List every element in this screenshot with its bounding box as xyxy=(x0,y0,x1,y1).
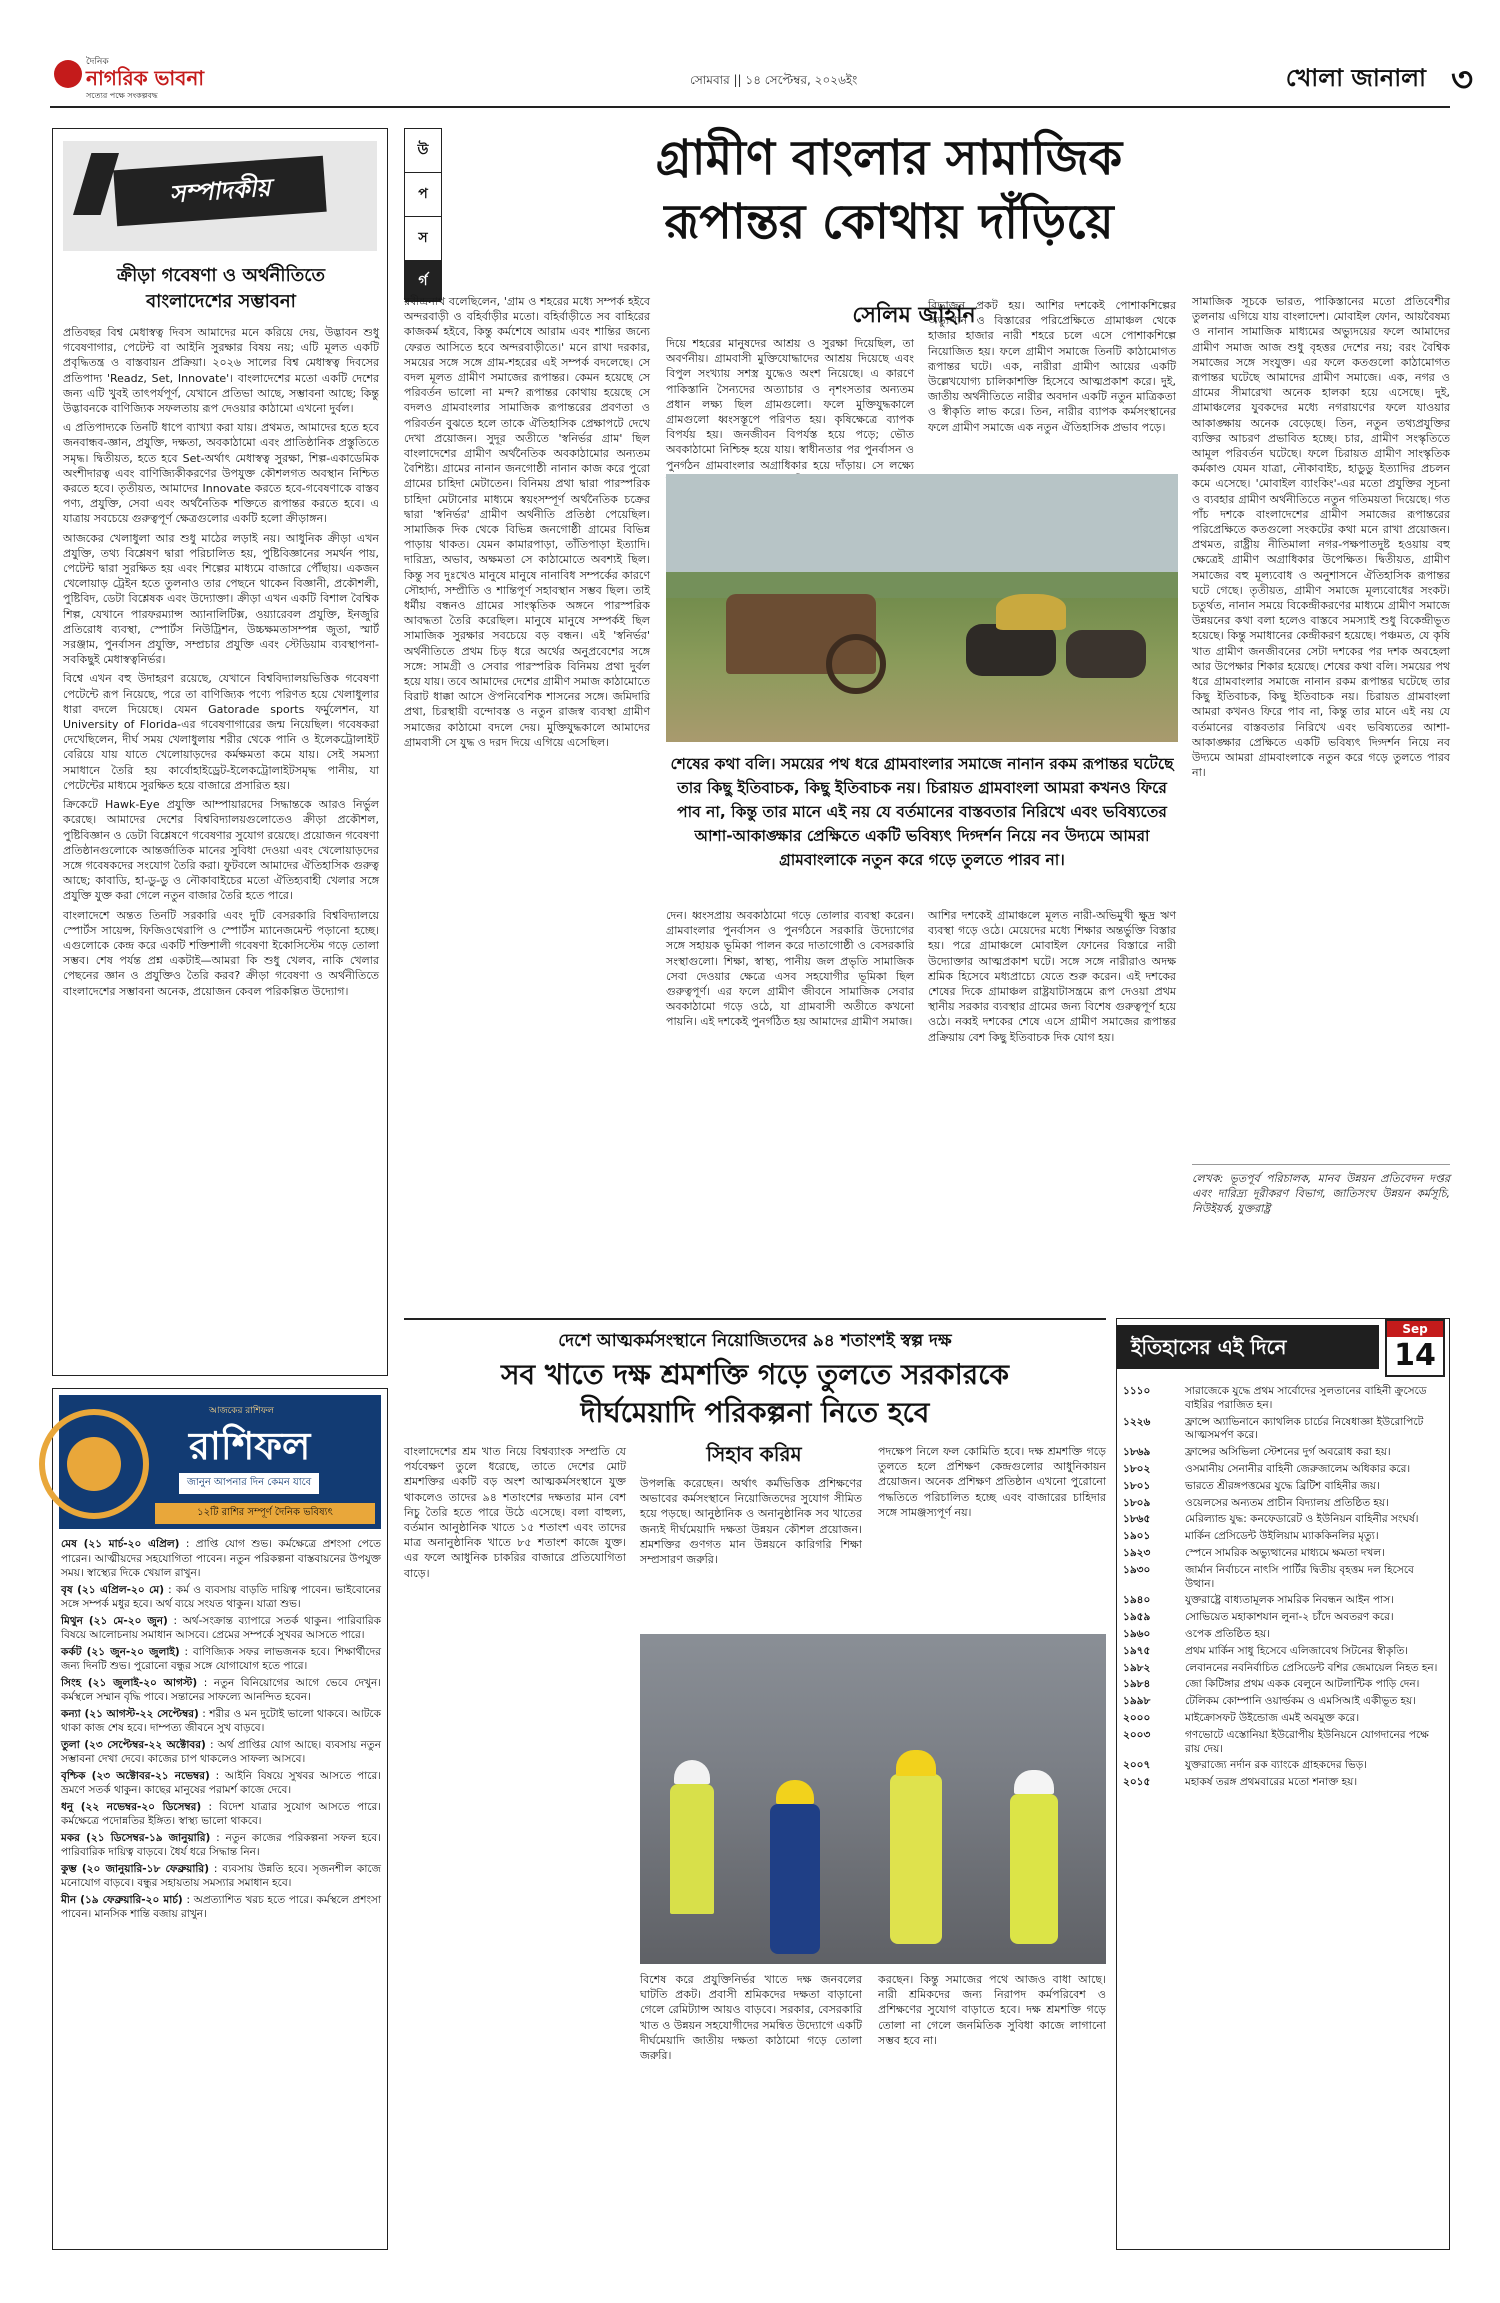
feature-pullquote: শেষের কথা বলি। সময়ের পথ ধরে গ্রামবাংলার সমাজে নানান রকম রূপান্তর ঘটেছে তার কিছু ইতিবাচক, কিছু ইতিবাচক নয়। চিরায়ত গ্রামবাংলা আমরা কখনও ফিরে পাব না, কিন্তু তার মানে এই নয় যে বর্তমানের বাস্তবতার নিরিখে এবং ভবিষ্যতের আশা-আকাঙ্ক্ষার প্রেক্ষিতে একটি ভবিষ্যৎ দিগ্দর্শন নিয়ে নব উদ্যমে আমরা গ্রামবাংলাকে নতুন করে গড়ে তুলতে পারব না। xyxy=(670,755,1174,869)
history-text: ফ্রান্সের অসিভিলা স্টেশনের দুর্গ অবরোধ করা হয়। xyxy=(1185,1446,1391,1459)
section-label: খোলা জানালা xyxy=(1285,64,1426,92)
history-year: ১৮০৯ xyxy=(1123,1496,1151,1509)
rashifal-item: সিংহ (২১ জুলাই-২০ আগস্ট) : নতুন বিনিয়োগের আগে ভেবে দেখুন। কর্মস্থলে সম্মান বৃদ্ধি পাবে। সন্তানের সাফল্যে আনন্দিত হবেন। xyxy=(61,1676,382,1703)
rashifal-small: আজকের রাশিফল xyxy=(209,1406,275,1416)
editorial-headline: ক্রীড়া গবেষণা ও অর্থনীতিতে বাংলাদেশের সম্ভাবনা xyxy=(117,265,325,312)
history-year: ২০১৫ xyxy=(1123,1776,1151,1789)
feature-col-2-bottom: দেন। ধ্বংসপ্রায় অবকাঠামো গড়ে তোলার ব্যবস্থা করেন। গ্রামবাংলার পুনর্বাসন ও পুনর্গঠনে সরকারি উদ্যোগের সঙ্গে সহায়ক ভূমিকা পালন করে দাতাগোষ্ঠী ও বেসরকারি সংস্থাগুলো। শিক্ষা, স্বাস্থ্য, পানীয় জল প্রভৃতি সামাজিক সেবা দেওয়ার ক্ষেত্রে এসব সহযোগীর ভূমিকা ছিল গুরুত্বপূর্ণ। এর ফলে গ্রামীণ জীবনে সামাজিক সেবার অবকাঠামো গড়ে ওঠে, যা গ্রামবাসী অতীতে কখনো পায়নি। এই দশকেই পুনর্গঠিত হয় আমাদের গ্রামীণ সমাজ। xyxy=(666,909,914,1029)
rashifal-text: কর্ম ও ব্যবসায় বাড়তি দায়িত্ব পাবেন। ভাইবোনের সঙ্গে সম্পর্ক মধুর হবে। অর্থ ব্যয়ে সংযত থাকুন। যাত্রা শুভ। xyxy=(61,1583,382,1610)
rashifal-text: আইনি বিষয়ে সুখবর আসতে পারে। ভ্রমণে সতর্ক থাকুন। কাছের মানুষের পরামর্শ কাজে দেবে। xyxy=(61,1769,381,1796)
labor-col-3: পদক্ষেপ নিলে ফল কোমিতি হবে। দক্ষ শ্রমশক্তি গড়ে তুলতে হলে প্রশিক্ষণ কেন্দ্রগুলোর আধুনিকায়ন প্রয়োজন। অনেক প্রশিক্ষণ প্রতিষ্ঠান এখনো পুরোনো পদ্ধতিতে পরিচালিত হচ্ছে এবং বাজারের চাহিদার সঙ্গে সামঞ্জস্যপূর্ণ নয়। xyxy=(878,1445,1106,1519)
history-year: ১৯৬০ xyxy=(1123,1627,1151,1640)
hardhat-icon xyxy=(1014,1770,1054,1794)
rashifal-item: কুম্ভ (২০ জানুয়ারি-১৮ ফেব্রুয়ারি) : ব্যবসায় উন্নতি হবে। সৃজনশীল কাজে মনোযোগ বাড়বে। বন্ধুর সহায়তায় সমস্যার সমাধান হবে। xyxy=(61,1862,382,1889)
labor-col-1: বাংলাদেশের শ্রম খাত নিয়ে বিশ্বব্যাংক সম্প্রতি যে পর্যবেক্ষণ তুলে ধরেছে, তাতে দেশের মোট শ্রমশক্তির একটি বড় অংশ আত্মকর্মসংস্থানে যুক্ত থাকলেও তাদের ৯৪ শতাংশের দক্ষতার মান বেশ নিচু তৈরি হতে পারে উঠে এসেছে। বলা বাহুল্য, বর্তমান আনুষ্ঠানিক খাতে ১৫ শতাংশ এবং তাদের মাত্র অনানুষ্ঠানিক খাতে ৮৫ শতাংশ কাজে যুক্ত। এর ফলে আধুনিক চাকরির বাজারে প্রতিযোগিতা বাড়ে। xyxy=(404,1445,626,1580)
logo-main: নাগরিক ভাবনা xyxy=(86,66,205,90)
history-text: মার্কিন প্রেসিডেন্ট উইলিয়াম ম্যাককিনলির মৃত্যু। xyxy=(1185,1530,1379,1543)
editorial-body xyxy=(63,325,379,1369)
feature-col-3-top: বিভাজন প্রকট হয়। আশির দশকেই পোশাকশিল্পের অভ্যুত্থান ও বিস্তারের পরিপ্রেক্ষিতে গ্রামাঞ্চল থেকে হাজার হাজার নারী শহরে চলে এসে পোশাকশিল্পে নিয়োজিত হয়। ফলে গ্রামীণ সমাজে তিনটি কাঠামোগত রূপান্তর ঘটে। এক, নারীরা গ্রামীণ আয়ের একটি উল্লেখযোগ্য চালিকাশক্তি হিসেবে আত্মপ্রকাশ করে। দুই, জাতীয় অর্থনীতিতে নারীর অবদান একটি নতুন মাত্রিকতা ও স্বীকৃতি লাভ করে। তিন, নারীর ব্যাপক কর্মসংস্থানের ফলে গ্রামীণ সমাজে এক নতুন ঐতিহাসিক প্রভাব পড়ে। xyxy=(928,299,1176,434)
history-text: মহাকর্ষ তরঙ্গ প্রথমবারের মতো শনাক্ত হয়। xyxy=(1185,1776,1358,1789)
ox-icon xyxy=(966,624,1056,676)
history-item xyxy=(1117,1662,1447,1676)
feature-article xyxy=(404,124,1450,1306)
rashifal-item: মেষ (২১ মার্চ-২০ এপ্রিল) : প্রাপ্তি যোগ শুভ। কর্মক্ষেত্রে প্রশংসা পেতে পারেন। আত্মীয়দের সহযোগিতা পাবেন। নতুন পরিকল্পনা বাস্তবায়নের উপযুক্ত সময়। স্বাস্থ্যের দিকে খেয়াল রাখুন। xyxy=(61,1538,381,1579)
rashifal-sign: মিথুন (২১ মে-২০ জুন) xyxy=(61,1614,168,1627)
editorial-paragraph: ক্রিকেটে Hawk-Eye প্রযুক্তি আম্পায়ারদের সিদ্ধান্তকে আরও নির্ভুল করেছে। আমাদের দেশের বিশ্ববিদ্যালয়গুলোতেও ক্রীড়া প্রকৌশল, পুষ্টিবিজ্ঞান ও ডেটা বিশ্লেষণে গবেষণার সুযোগ রয়েছে। প্রয়োজন গবেষণা প্রতিষ্ঠানগুলোকে আন্তর্জাতিক মানের সুবিধা দেওয়া এবং খেলোয়াড়দের সঙ্গে গবেষকদের সংযোগ তৈরি করা। ফুটবলে আমাদের ঐতিহাসিক গুরুত্ব আছে; কাবাডি, হা-ডু-ডু ও নৌকাবাইচের মতো ঐতিহ্যবাহী খেলার সঙ্গে প্রযুক্তি যুক্ত করা গেলে নতুন বাজার তৈরি হতে পারে। xyxy=(63,798,379,903)
calendar-icon: Sep 14 xyxy=(1385,1319,1445,1377)
feature-col-3-bottom: আশির দশকেই গ্রামাঞ্চলে মূলত নারী-অভিমুখী ক্ষুদ্র ঋণ ব্যবস্থা গড়ে ওঠে। মেয়েদের মধ্যে শিক্ষার অন্তর্ভুক্তি বিস্তার হয়। পরে গ্রামাঞ্চলে মোবাইল ফোনের বিস্তারে নারী উদ্যোক্তার আত্মপ্রকাশ ঘটে। সঙ্গে সঙ্গে নারীরাও অদক্ষ শ্রমিক হিসেবে মধ্যপ্রাচ্যে যেতে শুরু করেন। এই দশকের শেষের দিকে গ্রামাঞ্চল রাষ্ট্রযাটাসন্ত্রমে রূপ দেওয়া প্রথম স্থানীয় সরকার ব্যবস্থার গ্রামের জন্য বিশেষ গুরুত্বপূর্ণ হয়ে ওঠে। নব্বই দশকের শেষে এসে গ্রামীণ সমাজের রূপান্তর প্রক্রিয়ায় বেশ কিছু ইতিবাচক দিক যোগ হয়। xyxy=(928,909,1176,1044)
hardhat-icon xyxy=(896,1750,936,1776)
logo xyxy=(54,54,204,104)
history-text: সোভিয়েত মহাকাশযান লুনা-২ চাঁদে অবতরণ করে। xyxy=(1185,1611,1394,1624)
workers-photo xyxy=(640,1634,1106,1964)
history-year: ১৯৭৫ xyxy=(1123,1644,1151,1657)
masthead xyxy=(50,50,1474,108)
feature-headline: গ্রামীণ বাংলার সামাজিক রূপান্তর কোথায় দাঁড়িয়ে xyxy=(655,130,1123,250)
rashifal-banner xyxy=(59,1395,381,1529)
history-year: ২০০৭ xyxy=(1123,1759,1151,1772)
history-item xyxy=(1117,1497,1447,1511)
history-item xyxy=(1117,1776,1447,1790)
rashifal-sign: কন্যা (২১ আগস্ট-২২ সেপ্টেম্বর) xyxy=(61,1707,199,1720)
rashifal-sign: বৃশ্চিক (২৩ অক্টোবর-২১ নভেম্বর) xyxy=(61,1769,210,1782)
editorial-paragraph: বাংলাদেশে অন্তত তিনটি সরকারি এবং দুটি বেসরকারি বিশ্ববিদ্যালয়ে স্পোর্টস সায়েন্স, ফিজিওথেরাপি ও স্পোর্টস ম্যানেজমেন্ট পড়ানো হচ্ছে। এগুলোকে কেন্দ্র করে একটি শক্তিশালী গবেষণা ইকোসিস্টেম গড়ে তোলা সম্ভব। শেষ পর্যন্ত প্রশ্ন একটাই—আমরা কি শুধু খেলব, নাকি খেলার পেছনের জ্ঞান ও প্রযুক্তিও তৈরি করব? ক্রীড়া গবেষণা ও অর্থনীতিতে বাংলাদেশের সম্ভাবনা অনেক, প্রয়োজন কেবল পরিকল্পিত উদ্যোগ। xyxy=(63,908,379,998)
rashifal-list xyxy=(61,1537,381,2243)
history-item xyxy=(1117,1678,1447,1692)
history-text: প্রথম মার্কিন সাধু হিসেবে এলিজাবেথ সিটনের স্বীকৃতি। xyxy=(1185,1644,1409,1657)
history-item xyxy=(1117,1463,1447,1477)
rashifal-subtitle: জানুন আপনার দিন কেমন যাবে xyxy=(179,1473,319,1494)
rashifal-sign: বৃষ (২১ এপ্রিল-২০ মে) xyxy=(61,1583,165,1596)
rashifal-text: অপ্রত্যাশিত খরচ হতে পারে। কর্মস্থলে প্রশংসা পাবেন। মানসিক শান্তি বজায় রাখুন। xyxy=(61,1893,382,1920)
history-text: ওসমানীয় সেনানীর বাহিনী জেরুজালেম অধিকার করে। xyxy=(1185,1462,1411,1475)
feature-byline: সেলিম জাহান xyxy=(852,303,976,328)
history-item xyxy=(1117,1530,1447,1544)
feature-col-4: সামাজিক সূচকে ভারত, পাকিস্তানের মতো প্রতিবেশীর তুলনায় এগিয়ে যায় বাংলাদেশ। মোবাইল ফোন, আয়বৈষম্য ও নানান সামাজিক মাধ্যমের অভ্যুদয়ের ফলে আমাদের গ্রামীণ সমাজ আজ শুধু বৃহত্তর দেশের নয়; বরং বৈশ্বিক সমাজের সঙ্গে সংযুক্ত। এর ফলে কতগুলো কাঠামোগত রূপান্তর ঘটেছে আমাদের গ্রামীণ সমাজে। এক, নগর ও গ্রামের সীমারেখা অনেক হালকা হয়ে এসেছে। দুই, গ্রামাঞ্চলের যুবকদের মধ্যে নগরায়ণের ফলে যাওয়ার আকাঙ্ক্ষায় অনেক বেড়েছে। তিন, নতুন তথ্যপ্রযুক্তির ব্যক্তির আচরণ প্রভাবিত হচ্ছে। চার, গ্রামীণ সংস্কৃতিতে আমূল পরিবর্তন ঘটেছে। ফলে চিরায়ত গ্রামীণ সাংস্কৃতিক কর্মকাণ্ড যেমন যাত্রা, নৌকাবাইচ, হাডুডু ইত্যাদির প্রচলন কমে এসেছে। 'মোবাইল ব্যাংকিং'-এর মতো প্রযুক্তির সূচনা ও ব্যবহার গ্রামীণ অর্থনীতিতে নতুন গতিময়তা দিয়েছে। গত পাঁচ দশকে বাংলাদেশের গ্রামীণ সমাজের রূপান্তরের পরিপ্রেক্ষিতে কতগুলো সংকটের কথা মনে রাখা প্রয়োজন। প্রথমত, রাষ্ট্রীয় নীতিমালা নগর-পক্ষপাতদুষ্ট হওয়ায় বহু ক্ষেত্রেই গ্রামীণ অগ্রাধিকার উপেক্ষিত। দ্বিতীয়ত, গ্রামীণ সমাজের বহু মূল্যবোধ ও অনুশাসনে ঐতিহাসিক রূপান্তর ঘটে গেছে। তৃতীয়ত, গ্রামীণ সমাজে মূল্যবোধের সংকট। চতুর্থত, নানান সময়ে বিকেন্দ্রীকরণের মাধ্যমে গ্রামীণ সমাজে উন্নয়নের কথা বলা হলেও বাস্তবে সমস্যাই শুধু বিকেন্দ্রীভূত হয়েছে। কিন্তু সমাধানের কেন্দ্রীকরণ হয়েছে। পঞ্চমত, যে কৃষি খাত গ্রামীণ জনজীবনের সেটা দশকের পর দশক অবহেলা আর উপেক্ষার শিকার হয়েছে। শেষের কথা বলি। সময়ের পথ ধরে গ্রামবাংলার সমাজে নানান রকম রূপান্তর ঘটেছে তার কিছু ইতিবাচক, কিছু ইতিবাচক নয়। চিরায়ত গ্রামবাংলা আমরা কখনও ফিরে পাব না, কিন্তু তার মানে এই নয় যে বর্তমানের বাস্তবতার নিরিখে এবং ভবিষ্যতের আশা-আকাঙ্ক্ষার প্রেক্ষিতে একটি ভবিষ্যৎ দিগ্দর্শন নিয়ে নব উদ্যমে আমরা গ্রামবাংলাকে নতুন করে গড়ে তুলতে পারব না। xyxy=(1192,295,1450,780)
worker-figure xyxy=(1010,1794,1058,1944)
history-year: ১৮৬৫ xyxy=(1123,1513,1151,1526)
history-text: যুক্তরাজ্যে নর্দান রক ব্যাংকে গ্রাহকদের ভিড়। xyxy=(1185,1759,1368,1772)
hardhat-icon xyxy=(674,1760,710,1784)
history-item xyxy=(1117,1416,1447,1444)
history-item xyxy=(1117,1513,1447,1527)
history-text: ফ্রান্সে অ্যাভিনানে ক্যাথলিক চার্চের নিষেধাজ্ঞা ইউরোপিটে আত্মসমর্পণ করে। xyxy=(1185,1415,1424,1442)
rashifal-text: শরীর ও মন দুটোই ভালো থাকবে। আটকে থাকা কাজ শেষ হবে। দাম্পত্য জীবনে সুখ বাড়বে। xyxy=(61,1707,381,1734)
history-text: মাইক্রোসফট উইন্ডোজ এমই অবমুক্ত করে। xyxy=(1185,1711,1360,1724)
history-year: ১৯২৩ xyxy=(1123,1546,1151,1559)
history-text: যুক্তরাষ্ট্রে বাধ্যতামূলক সামরিক নিবন্ধন আইন পাস। xyxy=(1185,1594,1394,1607)
rashifal-box xyxy=(52,1388,388,2250)
rashifal-sign: কুম্ভ (২০ জানুয়ারি-১৮ ফেব্রুয়ারি) xyxy=(61,1862,209,1875)
rashifal-item: বৃশ্চিক (২৩ অক্টোবর-২১ নভেম্বর) : আইনি বিষয়ে সুখবর আসতে পারে। ভ্রমণে সতর্ক থাকুন। কাছের মানুষের পরামর্শ কাজে দেবে। xyxy=(61,1769,381,1796)
feature-col-2-top: দিয়ে শহরের মানুষদের আশ্রয় ও সুরক্ষা দিয়েছিল, তা অবর্ণনীয়। গ্রামবাসী মুক্তিযোদ্ধাদের আশ্রয় দিয়েছে এবং বিপুল সংখ্যায় সশস্ত্র যুদ্ধেও অংশ নিয়েছে। এ কারণে পাকিস্তানি সৈন্যদের অত্যাচার ও নৃশংসতার অন্যতম প্রধান লক্ষ্য ছিল গ্রামগুলো। ফলে মুক্তিযুদ্ধকালে গ্রামগুলো ধ্বংসস্তূপে পরিণত হয়। কৃষিক্ষেত্রে ব্যাপক বিপর্যয় হয়। জনজীবন বিপর্যস্ত হয়ে পড়ে; ভৌত অবকাঠামো নিশ্চিহ্ন হয়ে যায়। স্বাধীনতার পর পুনর্বাসন ও পুনর্গঠন গ্রামবাংলার অগ্রাধিকার হয়ে দাঁড়ায়। সে লক্ষ্যে xyxy=(666,337,914,472)
history-box xyxy=(1116,1318,1450,2250)
editorial-banner-title: সম্পাদকীয় xyxy=(113,156,326,227)
editorial-box xyxy=(52,128,388,1376)
history-text: টেলিকম কোম্পানি ওয়ার্ল্ডকম ও এমসিআই একীভূত হয়। xyxy=(1185,1695,1416,1708)
history-item xyxy=(1117,1446,1447,1460)
history-year: ১৯৫৯ xyxy=(1123,1611,1151,1624)
rashifal-item: ধনু (২২ নভেম্বর-২০ ডিসেম্বর) : বিদেশ যাত্রার সুযোগ আসতে পারে। কর্মক্ষেত্রে পদোন্নতির ইঙ্গিত। স্বাস্থ্য ভালো থাকবে। xyxy=(61,1800,381,1827)
history-text: গণভোটে এস্তোনিয়া ইউরোপীয় ইউনিয়নে যোগদানের পক্ষে রায় দেয়। xyxy=(1185,1728,1429,1755)
logo-ring-icon xyxy=(54,60,82,88)
rashifal-sign: তুলা (২৩ সেপ্টেম্বর-২২ অক্টোবর) xyxy=(61,1738,206,1751)
rashifal-strip: ১২টি রাশির সম্পূর্ণ দৈনিক ভবিষ্যৎ xyxy=(155,1503,375,1524)
history-text: লেবাননের নবনির্বাচিত প্রেসিডেন্ট বশির জেমায়েল নিহত হন। xyxy=(1185,1661,1438,1674)
history-text: জার্মান নির্বাচনে নাৎসি পার্টির দ্বিতীয় বৃহত্তম দল হিসেবে উত্থান। xyxy=(1185,1563,1414,1590)
rashifal-text: বিদেশ যাত্রার সুযোগ আসতে পারে। কর্মক্ষেত্রে পদোন্নতির ইঙ্গিত। স্বাস্থ্য ভালো থাকবে। xyxy=(61,1800,381,1827)
history-text: জো কিটিঙ্গার প্রথম একক বেলুনে আটলান্টিক পাড়ি দেন। xyxy=(1185,1678,1420,1691)
logo-small: দৈনিক xyxy=(86,57,109,67)
page-number: ৩ xyxy=(1450,60,1474,100)
rashifal-sign: কর্কট (২১ জুন-২০ জুলাই) xyxy=(61,1645,180,1658)
history-item xyxy=(1117,1385,1447,1413)
worker-figure xyxy=(770,1804,820,1954)
history-year: ১৮০১ xyxy=(1123,1479,1151,1492)
labor-col-5: করছেন। কিন্তু সমাজের পথে আজও বাধা আছে। নারী শ্রমিকদের জন্য নিরাপদ কর্মপরিবেশ ও প্রশিক্ষণের সুযোগ বাড়াতে হবে। দক্ষ শ্রমশক্তি গড়ে তোলা না গেলে জনমিতিক সুবিধা কাজে লাগানো সম্ভব হবে না। xyxy=(878,1973,1106,2047)
history-item xyxy=(1117,1628,1447,1642)
labor-byline: সিহাব করিম xyxy=(706,1442,802,1466)
history-year: ১২২৬ xyxy=(1123,1415,1151,1428)
history-item xyxy=(1117,1645,1447,1659)
editorial-paragraph: এ প্রতিপাদ্যকে তিনটি ধাপে ব্যাখ্যা করা যায়। প্রথমত, আমাদের হতে হবে জনবান্ধব-জ্ঞান, প্রযুক্তি, দক্ষতা, অবকাঠামো এবং প্রাতিষ্ঠানিক প্রস্তুতিতে সমৃদ্ধ। দ্বিতীয়ত, হতে হবে Set-অর্থাৎ মেধাস্বত্ব সুরক্ষা, শিল্প-একাডেমিক অংশীদারত্ব এবং বাণিজ্যিকীকরণের উপযুক্ত কৌশলগত অবস্থান নিশ্চিত করতে হবে। তৃতীয়ত, আমাদের Innovate করতে হবে-গবেষণাকে বাস্তব পণ্য, প্রযুক্তি, সেবা এবং অর্থনৈতিক শক্তিতে রূপান্তর করতে হবে। এ যাত্রায় সবচেয়ে গুরুত্বপূর্ণ ক্ষেত্রগুলোর একটি হলো ক্রীড়াঙ্গন। xyxy=(63,421,379,526)
labor-col-4: বিশেষ করে প্রযুক্তিনির্ভর খাতে দক্ষ জনবলের ঘাটতি প্রকট। প্রবাসী শ্রমিকদের দক্ষতা বাড়ানো গেলে রেমিট্যান্স আয়ও বাড়বে। সরকার, বেসরকারি খাত ও উন্নয়ন সহযোগীদের সমন্বিত উদ্যোগে একটি দীর্ঘমেয়াদি জাতীয় দক্ষতা কাঠামো গড়ে তোলা জরুরি। xyxy=(640,1973,862,2063)
history-year: ২০০০ xyxy=(1123,1711,1151,1724)
history-year: ১৯৯৮ xyxy=(1123,1695,1151,1708)
rashifal-text: ব্যবসায় উন্নতি হবে। সৃজনশীল কাজে মনোযোগ বাড়বে। বন্ধুর সহায়তায় সমস্যার সমাধান হবে। xyxy=(61,1862,382,1889)
history-text: ভারতে শ্রীরঙ্গপত্তমের যুদ্ধে ব্রিটিশ বাহিনীর জয়। xyxy=(1185,1479,1380,1492)
rashifal-item: কন্যা (২১ আগস্ট-২২ সেপ্টেম্বর) : শরীর ও মন দুটোই ভালো থাকবে। আটকে থাকা কাজ শেষ হবে। দাম্পত্য জীবনে সুখ বাড়বে। xyxy=(61,1707,381,1734)
history-year: ১৮০২ xyxy=(1123,1462,1151,1475)
history-item xyxy=(1117,1712,1447,1726)
hardhat-icon xyxy=(776,1780,814,1804)
history-year: ১৯০১ xyxy=(1123,1530,1151,1543)
labor-col-2: উপলব্ধি করেছেন। অর্থাৎ কর্মভিত্তিক প্রশিক্ষণের অভাবের কর্মসংস্থানে নিয়োজিতদের সুযোগ সীমিত হয়ে পড়ছে। আনুষ্ঠানিক ও অনানুষ্ঠানিক সব খাতের জন্যই দীর্ঘমেয়াদি দক্ষতা উন্নয়ন কৌশল প্রয়োজন। শ্রমশক্তির গুণগত মান উন্নয়নে কারিগরি শিক্ষা সম্প্রসারণ জরুরি। xyxy=(640,1477,862,1567)
rashifal-sign: সিংহ (২১ জুলাই-২০ আগস্ট) xyxy=(61,1676,198,1689)
history-year: ১১১০ xyxy=(1123,1385,1151,1397)
zodiac-wheel-inner xyxy=(67,1437,121,1491)
rashifal-text: অর্থ-সংক্রান্ত ব্যাপারে সতর্ক থাকুন। পারিবারিক বিষয়ে আলোচনায় সমাধান আসবে। প্রেমের সম্পর্কে সুখবর আসতে পারে। xyxy=(61,1614,381,1641)
rashifal-item: বৃষ (২১ এপ্রিল-২০ মে) : কর্ম ও ব্যবসায় বাড়তি দায়িত্ব পাবেন। ভাইবোনের সঙ্গে সম্পর্ক মধুর হবে। অর্থ ব্যয়ে সংযত থাকুন। যাত্রা শুভ। xyxy=(61,1583,382,1610)
history-list xyxy=(1117,1385,1447,2245)
worker-figure xyxy=(890,1774,942,1944)
history-text: স্পেনে সামরিক অভ্যুত্থানের মাধ্যমে ক্ষমতা দখল। xyxy=(1185,1546,1385,1559)
rashifal-sign: মকর (২১ ডিসেম্বর-১৯ জানুয়ারি) xyxy=(61,1831,211,1844)
rashifal-item: কর্কট (২১ জুন-২০ জুলাই) : বাণিজ্যিক সফর লাভজনক হবে। শিক্ষার্থীদের জন্য দিনটি শুভ। পুরোনো বন্ধুর সঙ্গে যোগাযোগ হতে পারে। xyxy=(61,1645,381,1672)
feature-col-1: রবীন্দ্রনাথ বলেছিলেন, 'গ্রাম ও শহরের মধ্যে সম্পর্ক হইবে অন্দরবাড়ী ও বহির্বাড়ীর মতো। বহির্বাড়ীতে সব বাহিরের কাজকর্ম হইবে, কিন্তু কর্মশেষে আরাম এবং শান্তির জন্যে ফেরত আসিতে হবে অন্দরবাড়ীতে।' মনে রাখা দরকার, সময়ের সঙ্গে সঙ্গে গ্রাম-শহরের এই সম্পর্ক বদলেছে। সে বদল মূলত গ্রামীণ সমাজের রূপান্তর। কেমন হয়েছে সে পরিবর্তন ভালো না মন্দ? রূপান্তর কোথায় হয়েছে সে বদলও গ্রামবাংলার সামাজিক রূপান্তরের প্রবণতা ও পরিবর্তন বুঝতে হলে তাকে ঐতিহাসিক প্রেক্ষাপটে দেখে দেখা প্রয়োজন। সুদূর অতীতে 'স্বনির্ভর গ্রাম' ছিল বাংলাদেশের গ্রামীণ অর্থনৈতিক অবকাঠামোর অন্যতম বৈশিষ্ট্য। গ্রামের নানান জনগোষ্ঠী নানান কাজ করে পুরো গ্রামের চাহিদা মেটাতেন। বিনিময় প্রথা দ্বারা পারস্পরিক চাহিদা মেটানোর মাধ্যমে স্বয়ংসম্পূর্ণ অর্থনৈতিক চক্রের দ্বারা 'স্বনির্ভর' গ্রামীণ অর্থনীতি প্রতিষ্ঠা পেয়েছিল। সামাজিক দিক থেকে বিভিন্ন জনগোষ্ঠী গ্রামের বিভিন্ন পাড়ায় থাকত। যেমন কামারপাড়া, তাঁতিপাড়া ইত্যাদি। দারিদ্র্য, অভাব, অক্ষমতা সে কাঠামোতে অবশ্যই ছিল। কিন্তু সব দুঃখেও মানুষে মানুষে নানাবিধ সম্পর্কের কারণে সৌহার্দ্য, সম্প্রীতি ও শান্তিপূর্ণ সহাবস্থান সম্ভব ছিল। তাই ধর্মীয় বন্ধনও গ্রামের সাংস্কৃতিক অঙ্গনে পারস্পরিক আবদ্ধতা তৈরি করেছিল। মানুষে মানুষে সম্পর্কই ছিল সামাজিক সুরক্ষার সবচেয়ে বড় বন্ধন। এই 'স্বনির্ভর' অর্থনীতিতে প্রথম চিড় ধরে অর্থের অনুপ্রবেশের সঙ্গে সঙ্গে: সামগ্রী ও সেবার পারস্পরিক বিনিময় প্রথা দুর্বল হয়ে যায়। তবে আমাদের দেশের গ্রামীণ সমাজ কাঠামোতে বিরাট ধাক্কা আসে ঔপনিবেশিক শাসনের সঙ্গে। জমিদারি প্রথা, চিরস্থায়ী বন্দোবস্ত ও নতুন রাজস্ব ব্যবস্থা গ্রামীণ সমাজের কাঠামো বদলে দেয়। মুক্তিযুদ্ধকালে আমাদের গ্রামবাসী সে যুদ্ধ ও দরদ দিয়ে এগিয়ে এসেছিল। xyxy=(404,295,650,749)
history-text: ওয়েলসের অন্যতম প্রাচীন বিদ্যালয় প্রতিষ্ঠিত হয়। xyxy=(1185,1496,1389,1509)
labor-headline: সব খাতে দক্ষ শ্রমশক্তি গড়ে তুলতে সরকারকে দীর্ঘমেয়াদি পরিকল্পনা নিতে হবে xyxy=(501,1358,1009,1429)
cart-wheel-icon xyxy=(826,634,886,694)
history-item xyxy=(1117,1611,1447,1625)
history-item xyxy=(1117,1564,1447,1592)
editorial-paragraph: আজকের খেলাধুলা আর শুধু মাঠের লড়াই নয়। আধুনিক ক্রীড়া এখন প্রযুক্তি, তথ্য বিশ্লেষণ দ্বারা পরিচালিত হয়, পুষ্টিবিজ্ঞানের সমর্থন পায়, পেটেন্ট দ্বারা সুরক্ষিত হয় এবং শিল্পের মাধ্যমে বাজারে পৌঁছায়। একজন খেলোয়াড় ট্রেইন হতে তুলনাও তার পেছনে থাকেন বিজ্ঞানী, প্রকৌশলী, পুষ্টিবিদ, ডেটা বিশ্লেষক এবং উদ্যোক্তা। ক্রীড়া এখন একটি বিশাল বৈশ্বিক শিল্প, যেখানে পারফরম্যান্স অ্যানালিটিক্স, ওয়্যারেবল প্রযুক্তি, ইনজুরি প্রতিরোধ ব্যবস্থা, স্পোর্টস নিউট্রিশন, উচ্চক্ষমতাসম্পন্ন জুতা, স্মার্ট সরঞ্জাম, পুনর্বাসন প্রযুক্তি, সম্প্রচার প্রযুক্তি এবং স্টেডিয়াম ব্যবস্থাপনা-সবকিছুই মেধাস্বত্বনির্ভর। xyxy=(63,531,379,667)
history-text: ওপেক প্রতিষ্ঠিত হয়। xyxy=(1185,1627,1270,1640)
rashifal-text: নতুন বিনিয়োগের আগে ভেবে দেখুন। কর্মস্থলে সম্মান বৃদ্ধি পাবে। সন্তানের সাফল্যে আনন্দিত হবেন। xyxy=(61,1676,382,1703)
labor-kicker: দেশে আত্মকর্মসংস্থানে নিয়োজিতদের ৯৪ শতাংশই স্বল্প দক্ষ xyxy=(558,1331,952,1351)
rashifal-text: নতুন কাজের পরিকল্পনা সফল হবে। পারিবারিক দায়িত্ব বাড়বে। ধৈর্য ধরে সিদ্ধান্ত নিন। xyxy=(61,1831,382,1858)
history-year: ১৯৪০ xyxy=(1123,1594,1151,1607)
logo-tagline: সত্যের পক্ষে সংকল্পবদ্ধ xyxy=(86,91,158,100)
history-header: ইতিহাসের এই দিনে xyxy=(1117,1325,1379,1369)
history-item xyxy=(1117,1729,1447,1757)
editorial-paragraph: প্রতিবছর বিশ্ব মেধাস্বত্ব দিবস আমাদের মনে করিয়ে দেয়, উদ্ভাবন শুধু গবেষণাগার, পেটেন্ট বা আইনি সুরক্ষার বিষয় নয়; এটি মূলত একটি প্রবৃদ্ধিতন্ত্র ও বাস্তবায়ন প্রক্রিয়া। ২০২৬ সালের বিশ্ব মেধাস্বত্ব দিবসের প্রতিপাদ্য 'Readz, Set, Innovate'। বাংলাদেশের মতো একটি দেশের জন্য এটি খুবই তাৎপর্যপূর্ণ, যেখানে প্রতিভা আছে, সম্ভাবনা আছে; কিন্তু উদ্ভাবনকে বাণিজ্যিক সফলতায় রূপ দেওয়ার কাঠামো এখনো দুর্বল। xyxy=(63,326,379,416)
page-date: সোমবার || ১৪ সেপ্টেম্বর, ২০২৬ইং xyxy=(690,73,858,87)
labor-article xyxy=(404,1318,1106,2250)
history-year: ১৯৮২ xyxy=(1123,1661,1151,1674)
history-text: সারাজেকে যুদ্ধে প্রথম সার্বোদের সুলতানের বাহিনী ক্রুসেডে বাইরির পরাজিত হন। xyxy=(1185,1385,1427,1411)
history-item xyxy=(1117,1594,1447,1608)
worker-figure xyxy=(670,1784,714,1914)
editorial-paragraph: বিশ্বে এখন বহু উদাহরণ রয়েছে, যেখানে বিশ্ববিদ্যালয়ভিত্তিক গবেষণা পেটেন্টে রূপ নিয়েছে, পরে তা বাণিজ্যিক পণ্যে পরিণত হয়ে খেলাধুলার ধারা বদলে দিয়েছে। যেমন Gatorade sports ফর্মুলেশন, যা University of Florida-এর গবেষণাগারের জন্ম নিয়েছিল। গবেষকরা দেখেছিলেন, দীর্ঘ সময় খেলাধুলায় শরীর থেকে পানি ও ইলেকট্রোলাইট বেরিয়ে যায় যাতে খেলোয়াড়দের কর্মক্ষমতা কমে যায়। সেই সমস্যা সমাধানে তৈরি হয় কার্বোহাইড্রেট-ইলেকট্রোলাইটসমৃদ্ধ পানীয়, যা পেটেন্টের মাধ্যমে সুরক্ষিত হয়ে বাজারে প্রসারিত হয়। xyxy=(63,672,379,792)
rashifal-sign: ধনু (২২ নভেম্বর-২০ ডিসেম্বর) xyxy=(61,1800,202,1813)
harvest-bundle-icon xyxy=(996,594,1066,630)
rashifal-text: বাণিজ্যিক সফর লাভজনক হবে। শিক্ষার্থীদের জন্য দিনটি শুভ। পুরোনো বন্ধুর সঙ্গে যোগাযোগ হতে পারে। xyxy=(61,1645,381,1672)
rashifal-text: অর্থ প্রাপ্তির যোগ আছে। ব্যবসায় নতুন সম্ভাবনা দেখা দেবে। কাজের চাপ থাকলেও সাফল্য আসবে। xyxy=(61,1738,381,1765)
rashifal-item: মীন (১৯ ফেব্রুয়ারি-২০ মার্চ) : অপ্রত্যাশিত খরচ হতে পারে। কর্মস্থলে প্রশংসা পাবেন। মানসিক শান্তি বজায় রাখুন। xyxy=(61,1893,382,1920)
history-year: ১৯৮৪ xyxy=(1123,1678,1151,1691)
rashifal-text: প্রাপ্তি যোগ শুভ। কর্মক্ষেত্রে প্রশংসা পেতে পারেন। আত্মীয়দের সহযোগিতা পাবেন। নতুন পরিকল্পনা বাস্তবায়নের উপযুক্ত সময়। স্বাস্থ্যের দিকে খেয়াল রাখুন। xyxy=(61,1538,381,1579)
village-harvest-photo xyxy=(666,474,1178,742)
rashifal-item: মকর (২১ ডিসেম্বর-১৯ জানুয়ারি) : নতুন কাজের পরিকল্পনা সফল হবে। পারিবারিক দায়িত্ব বাড়বে। ধৈর্য ধরে সিদ্ধান্ত নিন। xyxy=(61,1831,382,1858)
ox-icon xyxy=(1066,630,1146,678)
history-year: ১৮৬৯ xyxy=(1123,1446,1151,1459)
history-item xyxy=(1117,1547,1447,1561)
rashifal-item: তুলা (২৩ সেপ্টেম্বর-২২ অক্টোবর) : অর্থ প্রাপ্তির যোগ আছে। ব্যবসায় নতুন সম্ভাবনা দেখা দেবে। কাজের চাপ থাকলেও সাফল্য আসবে। xyxy=(61,1738,381,1765)
rashifal-title: রাশিফল xyxy=(189,1424,311,1468)
rashifal-item: মিথুন (২১ মে-২০ জুন) : অর্থ-সংক্রান্ত ব্যাপারে সতর্ক থাকুন। পারিবারিক বিষয়ে আলোচনায় সমাধান আসবে। প্রেমের সম্পর্কে সুখবর আসতে পারে। xyxy=(61,1614,381,1641)
feature-kicker: উ প স র্গ xyxy=(404,128,442,300)
history-item xyxy=(1117,1695,1447,1709)
history-item xyxy=(1117,1480,1447,1494)
history-item xyxy=(1117,1759,1447,1773)
rashifal-sign: মীন (১৯ ফেব্রুয়ারি-২০ মার্চ) xyxy=(61,1893,183,1906)
history-year: ১৯৩০ xyxy=(1123,1563,1151,1576)
feature-author-note: লেখক: ভূতপূর্ব পরিচালক, মানব উন্নয়ন প্রতিবেদন দপ্তর এবং দারিদ্র্য দূরীকরণ বিভাগ, জাতিসংঘ উন্নয়ন কর্মসূচি, নিউইয়র্ক, যুক্তরাষ্ট্র xyxy=(1192,1164,1450,1304)
editorial-banner xyxy=(63,141,377,251)
rashifal-sign: মেষ (২১ মার্চ-২০ এপ্রিল) xyxy=(61,1538,180,1550)
history-year: ২০০৩ xyxy=(1123,1728,1151,1741)
quill-icon xyxy=(73,153,119,215)
history-text: মেরিল্যান্ড যুদ্ধ: কনফেডারেট ও ইউনিয়ন বাহিনীর সংঘর্ষ। xyxy=(1185,1513,1419,1526)
